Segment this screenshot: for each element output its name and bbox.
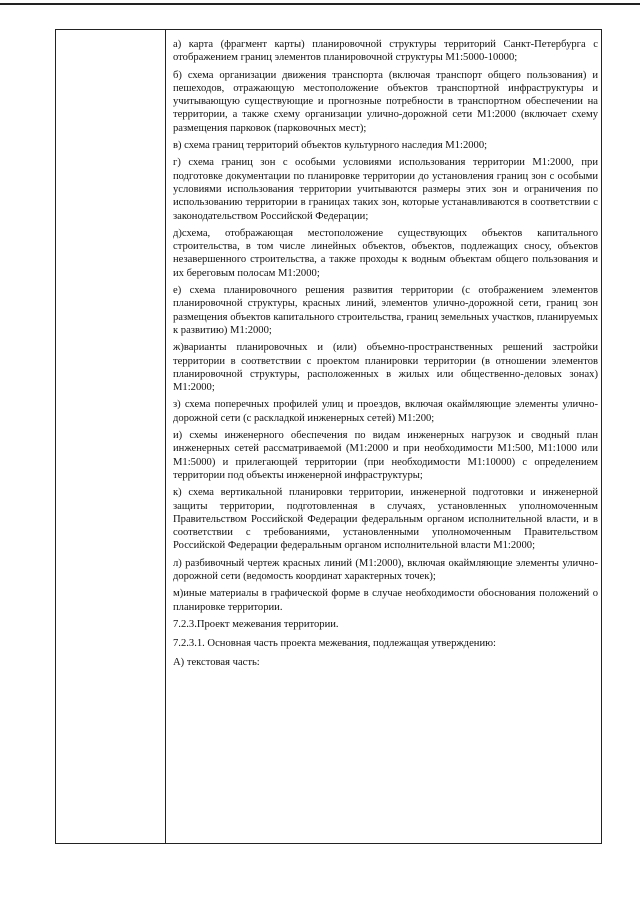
list-item-k: к) схема вертикальной планировки территории, инженерной подготовки и инженерной защиты территории, подготовленная в случаях, установленных уполномоченным Правительством Российской Федерации федеральным органом исполнительной власти, и в соответствии с требованиями, установленными уполномоченным Правительством Российской Федерации федеральным органом исполнительной власти М1:2000;: [173, 487, 598, 552]
list-item-a: а) карта (фрагмент карты) планировочной структуры территорий Санкт-Петербурга с отображением границ элементов планировочной структуры М1:5000-10000;: [173, 39, 598, 64]
list-item-b: б) схема организации движения транспорта (включая транспорт общего пользования) и пешеходов, отражающую местоположение объектов транспортной инфраструктуры и учитывающую существующие и прогнозные потребности в транспортном обеспечении на территории, а также схему организации улично-дорожной сети М1:2000 (включает схему размещения парковок (парковочных мест);: [173, 69, 598, 134]
table-left-border: [55, 30, 56, 843]
section-title: 7.2.3.Проект межевания территории.: [173, 618, 339, 630]
list-item-i: и) схемы инженерного обеспечения по видам инженерных нагрузок и сводный план инженерных сетей рассматриваемой (М1:2000 и при необходимости М1:500, М1:1000 или М1:5000) и прилегающей территории (при необходимости М1:10000) с определением территории под объекты инженерной инфраструктуры;: [173, 430, 598, 481]
table: [55, 29, 602, 844]
list-item-zh: ж)варианты планировочных и (или) объемно-пространственных решений застройки территории в соответствии с проектом планировки территории (в отношении элементов планировочной структуры, расположенных в жилых или общественно-деловых зонах) М1:2000;: [173, 342, 598, 394]
list-item-d: д)схема, отображающая местоположение существующих объектов капитального строительства, в том числе линейных объектов, объектов, подлежащих сносу, объектов незавершенного строительства, а также проходы к водным объектам общего пользования и их береговым полосам М1:2000;: [173, 227, 598, 279]
table-column-divider: [165, 30, 166, 843]
list-item-v: в) схема границ территорий объектов культурного наследия М1:2000;: [173, 140, 488, 152]
top-border-line: [0, 3, 640, 5]
subsection-title: 7.2.3.1. Основная часть проекта межевания, подлежащая утверждению:: [173, 638, 496, 650]
subitem-text-part: А) текстовая часть:: [173, 657, 260, 669]
table-right-border: [601, 30, 602, 843]
list-item-z: з) схема поперечных профилей улиц и проездов, включая окаймляющие элементы улично-дорожной сети (с раскладкой инженерных сетей) М1:200;: [173, 399, 598, 424]
list-item-l: л) разбивочный чертеж красных линий (М1:2000), включая окаймляющие элементы улично-дорожной сети (ведомость координат характерных точек);: [173, 557, 598, 582]
list-item-m: м)иные материалы в графической форме в случае необходимости обоснования положений о планировке территории.: [173, 588, 598, 613]
list-item-e: е) схема планировочного решения развития территории (с отображением элементов планировочной структуры, красных линий, элементов улично-дорожной сети, границ зон размещения объектов капитального строительства, границ земельных участков, планируемых к развитию) М1:2000;: [173, 285, 598, 336]
table-content-cell: [173, 38, 598, 676]
list-item-g: г) схема границ зон с особыми условиями использования территории М1:2000, при подготовке документации по планировке территории до установления границ зон с особыми условиями использования территории учитываются размеры этих зон и ограничения по использованию территории в границах таких зон, которые устанавливаются в соответствии с законодательством Российской Федерации;: [173, 157, 598, 222]
